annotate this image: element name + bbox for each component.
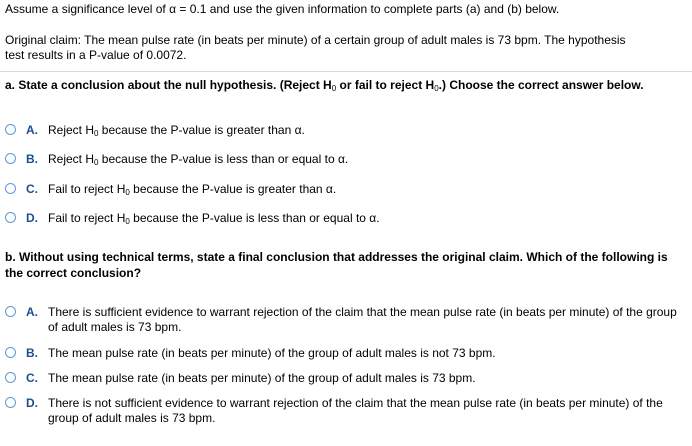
part-a-question-mid: or fail to reject H — [336, 78, 435, 92]
part-b-option-b[interactable] — [5, 346, 685, 362]
option-text: Fail to reject $H_0$ because the P-value is less than or equal to α. — [48, 211, 380, 226]
null-hypothesis-subscript: 0 — [434, 84, 439, 93]
option-letter: B. — [26, 346, 38, 360]
radio-button[interactable] — [5, 212, 16, 223]
part-b-question: b. Without using technical terms, state a final conclusion that addresses the original claim. Which of the following is the correct conclusion? — [5, 250, 668, 280]
null-hypothesis-subscript: 0 — [331, 84, 337, 93]
radio-button[interactable] — [5, 397, 16, 408]
option-letter: A. — [26, 305, 38, 319]
intro-text: Assume a significance level of α = 0.1 and use the given information to complete parts (a) and (b) below. — [5, 2, 560, 16]
part-b-option-c[interactable] — [5, 371, 685, 387]
option-letter: B. — [26, 152, 38, 166]
option-text: There is not sufficient evidence to warrant rejection of the claim that the mean pulse rate (in beats per minute) of the group of adult males is 73 bpm. — [48, 396, 663, 425]
part-a-option-c[interactable] — [5, 182, 685, 198]
section-divider — [0, 71, 692, 72]
claim-text-line-2: test results in a P-value of 0.0072. — [5, 48, 187, 62]
radio-button[interactable] — [5, 306, 16, 317]
option-text: Reject $H_0$ because the P-value is less than or equal to α. — [48, 152, 349, 167]
part-a-question-post: .) Choose the correct answer below. — [438, 78, 644, 92]
part-a-option-b[interactable] — [5, 152, 685, 168]
option-text: There is sufficient evidence to warrant rejection of the claim that the mean pulse rate (in beats per minute) of the group of adult males is 73 bpm. — [48, 305, 677, 334]
part-a-option-a[interactable] — [5, 123, 685, 139]
option-letter: A. — [26, 123, 38, 137]
radio-button[interactable] — [5, 153, 16, 164]
part-a-question — [5, 78, 644, 93]
option-text: Fail to reject $H_0$ because the P-value is greater than α. — [48, 182, 337, 197]
option-text: The mean pulse rate (in beats per minute) of the group of adult males is not 73 bpm. — [48, 346, 496, 360]
option-text: Reject $H_0$ because the P-value is greater than α. — [48, 123, 305, 138]
claim-text-line-1: Original claim: The mean pulse rate (in beats per minute) of a certain group of adult males is 73 bpm. The hypothesis — [5, 33, 626, 47]
part-b-option-a[interactable] — [5, 305, 685, 337]
radio-button[interactable] — [5, 347, 16, 358]
part-a-option-d[interactable] — [5, 211, 685, 227]
option-letter: D. — [26, 396, 38, 410]
part-a-question-pre: a. State a conclusion about the null hypothesis. (Reject H — [5, 78, 332, 92]
part-b-option-d[interactable] — [5, 396, 685, 428]
radio-button[interactable] — [5, 183, 16, 194]
option-text: The mean pulse rate (in beats per minute) of the group of adult males is 73 bpm. — [48, 371, 476, 385]
radio-button[interactable] — [5, 124, 16, 135]
option-letter: C. — [26, 371, 38, 385]
radio-button[interactable] — [5, 372, 16, 383]
option-letter: C. — [26, 182, 38, 196]
option-letter: D. — [26, 211, 38, 225]
